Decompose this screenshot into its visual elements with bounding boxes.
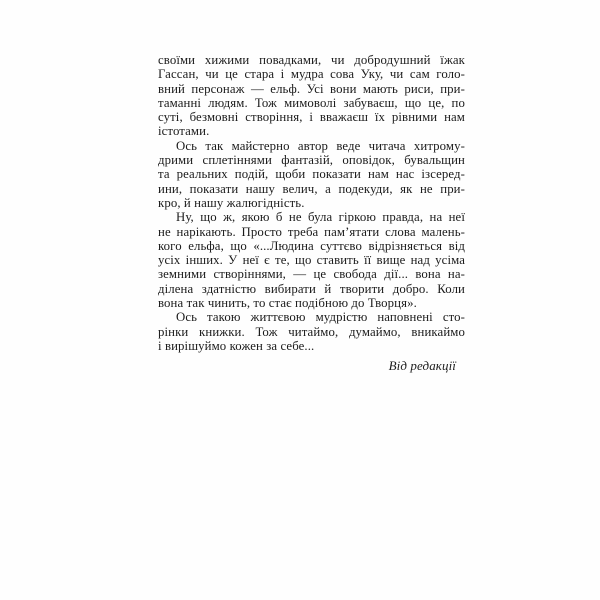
page-text-block: [158, 53, 465, 374]
text-line: рінки книжки. Тож читаймо, думаймо, вникаймо: [158, 324, 465, 339]
text-line: суті, безмовні створіння, і вважаєш їх рівними нам: [158, 110, 465, 125]
text-line: кого ельфа, що «...Людина суттєво відрізняється від: [158, 238, 465, 253]
paragraph: [158, 139, 465, 210]
text-line: Ось так майстерно автор веде читача хитрому-: [176, 138, 465, 153]
text-line: дрими сплетіннями фантазій, оповідок, бувальщин: [158, 153, 465, 168]
text-line: та реальних подій, щоби показати нам нас ізсеред-: [158, 167, 465, 182]
editorial-signature: Від редакції: [388, 358, 456, 374]
text-line: вний персонаж — ельф. Усі вони мають риси, при-: [158, 81, 465, 96]
text-line: не нарікають. Просто треба пам’ятати слова малень-: [158, 224, 465, 239]
paragraph: [158, 310, 465, 353]
text-line: земними створіннями, — це свобода дії... вона на-: [158, 267, 465, 282]
text-line: Гассан, чи це стара і мудра сова Уку, чи сам голо-: [158, 67, 465, 82]
text-line: ини, показати нашу велич, а подекуди, як не при-: [158, 181, 465, 196]
text-line: ділена здатністю вибирати й творити добро. Коли: [158, 281, 465, 296]
text-line: Ось такою життєвою мудрістю наповнені сто-: [176, 310, 465, 325]
text-line: і вирішуймо кожен за себе...: [158, 338, 315, 353]
text-line: таманні людям. Тож мимоволі забуваєш, що це, по: [158, 95, 465, 110]
text-line: Ну, що ж, якою б не була гіркою правда, на неї: [176, 210, 465, 225]
text-line: своїми хижими повадками, чи добродушний їжак: [158, 53, 465, 67]
paragraph: [158, 210, 465, 310]
paragraph: [158, 53, 465, 139]
paragraphs-container: [158, 53, 465, 353]
text-line: усіх інших. У неї є те, що ставить її вище над усіма: [158, 253, 465, 268]
text-line: істотами.: [158, 124, 210, 139]
text-line: вона так чинить, то стає подібною до Творця».: [158, 296, 417, 311]
text-line: кро, й нашу жалюгідність.: [158, 195, 305, 210]
